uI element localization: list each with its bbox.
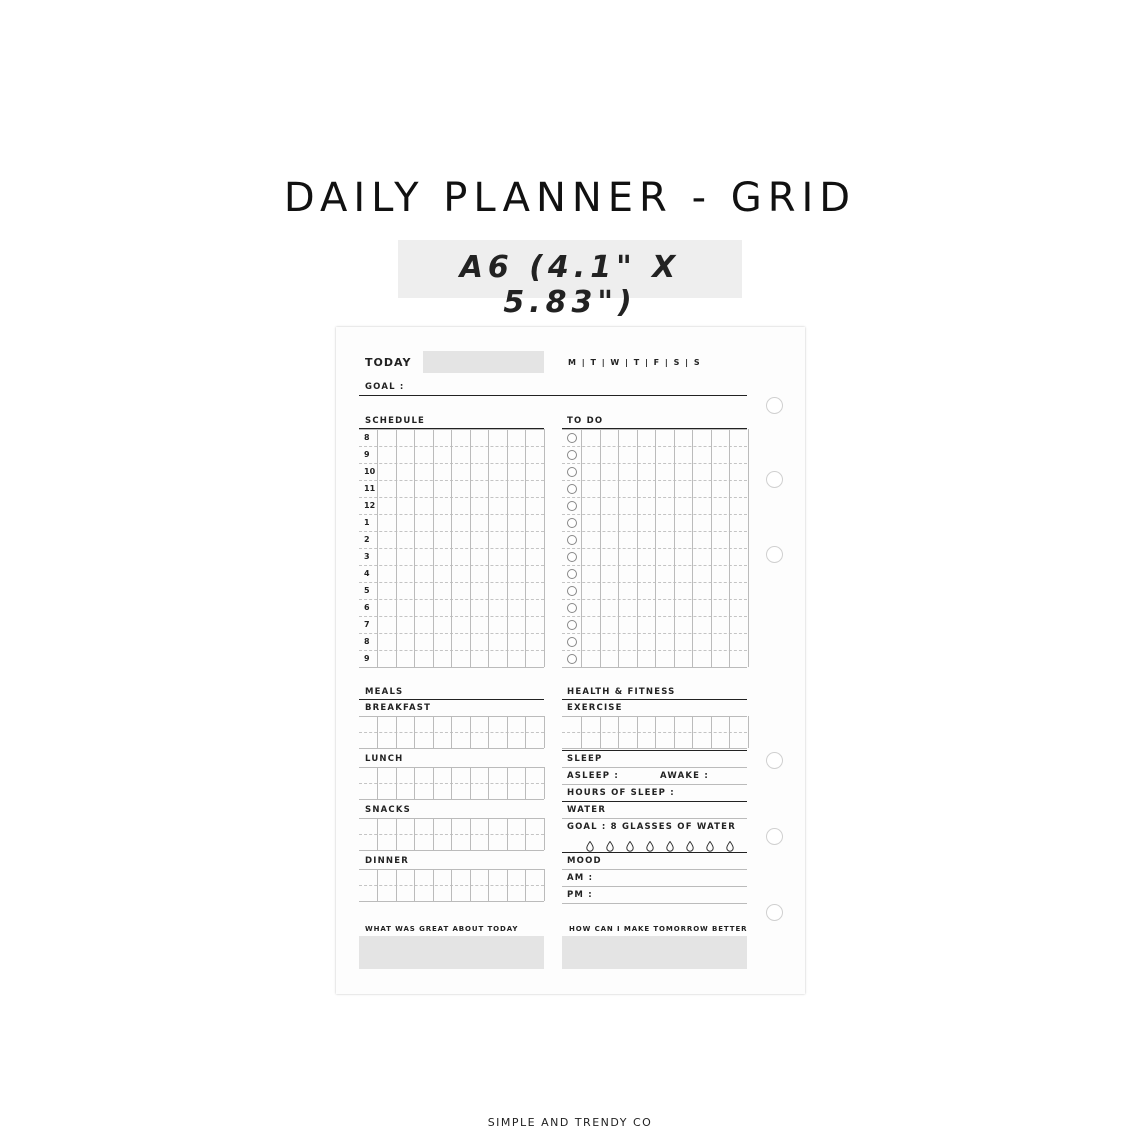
hour-label: 2 bbox=[364, 535, 370, 544]
hour-label: 7 bbox=[364, 620, 370, 629]
meal-grid-col-line bbox=[377, 818, 378, 850]
water-drop-icon[interactable] bbox=[586, 837, 594, 847]
today-label: TODAY bbox=[365, 356, 412, 369]
meal-grid-col-line bbox=[433, 716, 434, 748]
exercise-grid-col-line bbox=[748, 716, 749, 748]
schedule-grid-col-line bbox=[414, 429, 415, 667]
schedule-grid-col-line bbox=[470, 429, 471, 667]
meal-grid-col-line bbox=[396, 716, 397, 748]
meal-grid-col-line bbox=[488, 767, 489, 799]
hour-label: 8 bbox=[364, 637, 370, 646]
tomorrow-better-field[interactable] bbox=[562, 936, 747, 969]
hour-label: 10 bbox=[364, 467, 376, 476]
water-line bbox=[562, 818, 747, 819]
meal-grid-col-line bbox=[488, 869, 489, 901]
meal-grid-col-line bbox=[414, 767, 415, 799]
schedule-grid-col-line bbox=[396, 429, 397, 667]
meal-grid-col-line bbox=[470, 869, 471, 901]
mood-am-line[interactable] bbox=[562, 886, 747, 887]
water-drop-icon[interactable] bbox=[646, 837, 654, 847]
sleep-rule bbox=[562, 750, 747, 751]
water-drop-icon[interactable] bbox=[666, 837, 674, 847]
schedule-grid-col-line bbox=[507, 429, 508, 667]
meal-grid-row-line bbox=[359, 799, 544, 800]
exercise-grid-row-line bbox=[562, 748, 747, 749]
meals-rule bbox=[359, 699, 544, 700]
schedule-grid-col-line bbox=[377, 429, 378, 667]
weekday-selector[interactable]: M | T | W | T | F | S | S bbox=[568, 358, 702, 367]
todo-grid-col-line bbox=[637, 429, 638, 667]
lunch-label: LUNCH bbox=[365, 754, 404, 764]
meal-grid-col-line bbox=[488, 716, 489, 748]
meal-grid-col-line bbox=[544, 869, 545, 901]
binder-hole bbox=[766, 397, 783, 414]
tomorrow-better-label: HOW CAN I MAKE TOMORROW BETTER bbox=[569, 925, 748, 933]
meal-grid-col-line bbox=[470, 767, 471, 799]
sleep-line bbox=[562, 767, 747, 768]
meal-grid-col-line bbox=[525, 869, 526, 901]
great-today-label: WHAT WAS GREAT ABOUT TODAY bbox=[365, 925, 519, 933]
hour-label: 11 bbox=[364, 484, 376, 493]
water-label: WATER bbox=[567, 805, 607, 815]
todo-checkbox[interactable] bbox=[567, 501, 577, 511]
water-drop-icon[interactable] bbox=[606, 837, 614, 847]
asleep-line[interactable] bbox=[562, 784, 747, 785]
hour-label: 3 bbox=[364, 552, 370, 561]
todo-grid-col-line bbox=[581, 429, 582, 667]
meal-grid-col-line bbox=[433, 869, 434, 901]
meal-grid-col-line bbox=[451, 818, 452, 850]
meal-grid-col-line bbox=[507, 767, 508, 799]
meal-grid-col-line bbox=[525, 767, 526, 799]
meal-grid-col-line bbox=[414, 818, 415, 850]
hour-label: 8 bbox=[364, 433, 370, 442]
todo-grid-col-line bbox=[600, 429, 601, 667]
meal-grid-col-line bbox=[396, 767, 397, 799]
schedule-grid-col-line bbox=[451, 429, 452, 667]
hour-label: 9 bbox=[364, 654, 370, 663]
breakfast-label: BREAKFAST bbox=[365, 703, 432, 713]
schedule-grid-row-line bbox=[359, 667, 544, 668]
binder-hole bbox=[766, 828, 783, 845]
planner-sheet bbox=[336, 327, 805, 994]
todo-checkbox[interactable] bbox=[567, 535, 577, 545]
water-goal-label: GOAL : 8 GLASSES OF WATER bbox=[567, 822, 736, 832]
hour-label: 4 bbox=[364, 569, 370, 578]
todo-checkbox[interactable] bbox=[567, 586, 577, 596]
meal-grid-col-line bbox=[544, 818, 545, 850]
hour-label: 9 bbox=[364, 450, 370, 459]
meal-grid-col-line bbox=[507, 818, 508, 850]
goal-line[interactable] bbox=[359, 395, 747, 396]
water-drop-icon[interactable] bbox=[726, 837, 734, 847]
exercise-grid-col-line bbox=[692, 716, 693, 748]
todo-checkbox[interactable] bbox=[567, 569, 577, 579]
exercise-label: EXERCISE bbox=[567, 703, 623, 713]
exercise-grid-col-line bbox=[711, 716, 712, 748]
todo-checkbox[interactable] bbox=[567, 433, 577, 443]
meal-grid-col-line bbox=[488, 818, 489, 850]
hours-sleep-label: HOURS OF SLEEP : bbox=[567, 788, 675, 798]
todo-grid-col-line bbox=[618, 429, 619, 667]
page-title: DAILY PLANNER - GRID bbox=[283, 175, 857, 221]
health-fitness-label: HEALTH & FITNESS bbox=[567, 687, 676, 697]
water-drop-icon[interactable] bbox=[706, 837, 714, 847]
meal-grid-row-line bbox=[359, 901, 544, 902]
meal-grid-col-line bbox=[396, 818, 397, 850]
sleep-label: SLEEP bbox=[567, 754, 603, 764]
mood-pm-label: PM : bbox=[567, 890, 593, 900]
brand-footer: SIMPLE AND TRENDY CO bbox=[487, 1116, 653, 1129]
meals-label: MEALS bbox=[365, 687, 404, 697]
todo-checkbox[interactable] bbox=[567, 518, 577, 528]
mood-line bbox=[562, 869, 747, 870]
meal-grid-col-line bbox=[525, 818, 526, 850]
exercise-grid-col-line bbox=[581, 716, 582, 748]
mood-rule bbox=[562, 852, 747, 853]
todo-checkbox[interactable] bbox=[567, 603, 577, 613]
schedule-grid-col-line bbox=[433, 429, 434, 667]
schedule-grid-col-line bbox=[544, 429, 545, 667]
exercise-grid-col-line bbox=[655, 716, 656, 748]
meal-grid-row-line bbox=[359, 850, 544, 851]
binder-hole bbox=[766, 546, 783, 563]
mood-am-label: AM : bbox=[567, 873, 594, 883]
meal-grid-col-line bbox=[396, 869, 397, 901]
awake-label: AWAKE : bbox=[660, 771, 709, 781]
exercise-grid-col-line bbox=[618, 716, 619, 748]
meal-grid-col-line bbox=[451, 716, 452, 748]
asleep-label: ASLEEP : bbox=[567, 771, 619, 781]
binder-hole bbox=[766, 752, 783, 769]
water-drop-icon[interactable] bbox=[626, 837, 634, 847]
meal-grid-col-line bbox=[525, 716, 526, 748]
meal-grid-col-line bbox=[507, 716, 508, 748]
todo-checkbox[interactable] bbox=[567, 484, 577, 494]
todo-checkbox[interactable] bbox=[567, 467, 577, 477]
hour-label: 1 bbox=[364, 518, 370, 527]
todo-grid-col-line bbox=[655, 429, 656, 667]
meal-grid-col-line bbox=[544, 716, 545, 748]
todo-checkbox[interactable] bbox=[567, 654, 577, 664]
exercise-grid-col-line bbox=[600, 716, 601, 748]
goal-label: GOAL : bbox=[365, 382, 405, 392]
water-drop-icon[interactable] bbox=[686, 837, 694, 847]
exercise-grid-col-line bbox=[637, 716, 638, 748]
meal-grid-col-line bbox=[451, 767, 452, 799]
schedule-label: SCHEDULE bbox=[365, 416, 426, 426]
todo-grid-col-line bbox=[674, 429, 675, 667]
meal-grid-col-line bbox=[470, 818, 471, 850]
binder-hole bbox=[766, 471, 783, 488]
todo-grid-col-line bbox=[729, 429, 730, 667]
meal-grid-col-line bbox=[377, 869, 378, 901]
size-label: A6 (4.1" X 5.83") bbox=[459, 250, 681, 320]
todo-checkbox[interactable] bbox=[567, 637, 577, 647]
mood-pm-line[interactable] bbox=[562, 903, 747, 904]
meal-grid-col-line bbox=[414, 716, 415, 748]
schedule-grid-col-line bbox=[525, 429, 526, 667]
meal-grid-col-line bbox=[377, 716, 378, 748]
todo-label: TO DO bbox=[567, 416, 604, 426]
mood-label: MOOD bbox=[567, 856, 602, 866]
great-today-field[interactable] bbox=[359, 936, 544, 969]
exercise-grid-col-line bbox=[729, 716, 730, 748]
todo-checkbox[interactable] bbox=[567, 450, 577, 460]
todo-grid-row-line bbox=[562, 667, 747, 668]
meal-grid-col-line bbox=[377, 767, 378, 799]
todo-checkbox[interactable] bbox=[567, 620, 577, 630]
exercise-grid-col-line bbox=[674, 716, 675, 748]
todo-grid-col-line bbox=[692, 429, 693, 667]
binder-hole bbox=[766, 904, 783, 921]
meal-grid-row-line bbox=[359, 748, 544, 749]
todo-grid-col-line bbox=[748, 429, 749, 667]
schedule-grid-col-line bbox=[488, 429, 489, 667]
todo-checkbox[interactable] bbox=[567, 552, 577, 562]
meal-grid-col-line bbox=[544, 767, 545, 799]
dinner-label: DINNER bbox=[365, 856, 409, 866]
meal-grid-col-line bbox=[451, 869, 452, 901]
todo-grid-col-line bbox=[711, 429, 712, 667]
today-field[interactable] bbox=[423, 351, 544, 373]
meal-grid-col-line bbox=[507, 869, 508, 901]
snacks-label: SNACKS bbox=[365, 805, 411, 815]
hour-label: 5 bbox=[364, 586, 370, 595]
meal-grid-col-line bbox=[470, 716, 471, 748]
hour-label: 12 bbox=[364, 501, 376, 510]
meal-grid-col-line bbox=[433, 767, 434, 799]
health-rule bbox=[562, 699, 747, 700]
meal-grid-col-line bbox=[433, 818, 434, 850]
water-rule bbox=[562, 801, 747, 802]
hour-label: 6 bbox=[364, 603, 370, 612]
meal-grid-col-line bbox=[414, 869, 415, 901]
